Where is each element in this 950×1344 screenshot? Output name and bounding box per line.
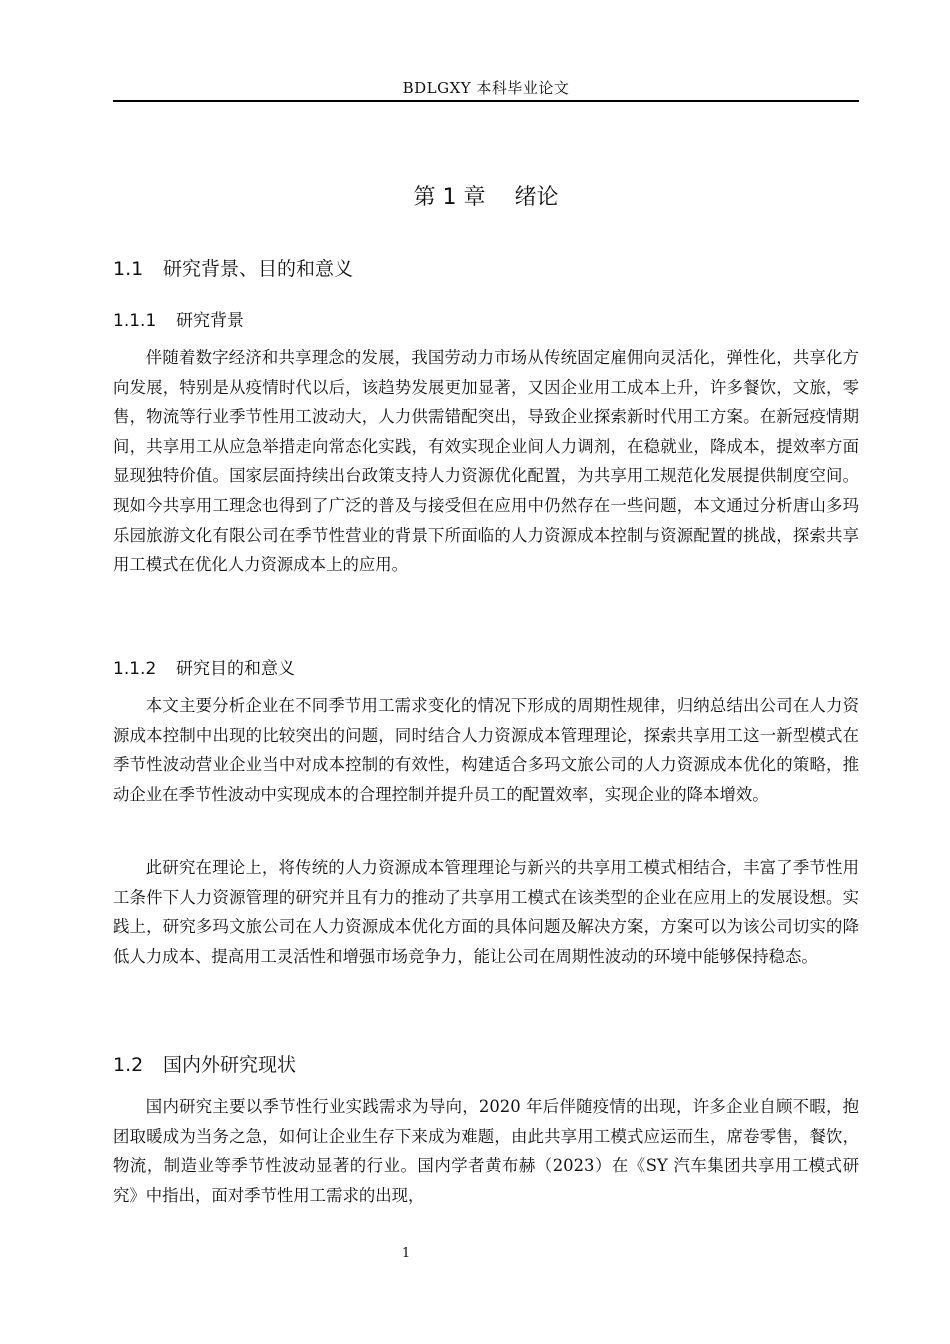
chapter-title: 第 1 章 绪论 [413,185,559,210]
subsection-title: 研究目的和意义 [176,659,295,679]
page-number: 1 [401,1246,411,1261]
section-title: 国内外研究现状 [163,1054,297,1076]
section-heading-1-1 [113,254,353,281]
header-rule [113,100,859,102]
paragraph-purpose-2: 此研究在理论上，将传统的人力资源成本管理理论与新兴的共享用工模式相结合，丰富了季节性用工条件下人力资源管理的研究并且有力的推动了共享用工模式在该类型的企业在应用上的发展设想。实践上，研究多玛文旅公司在人力资源成本优化方面的具体问题及解决方案，方案可以为该公司切实的降低人力成本、提高用工灵活性和增强市场竞争力，能让公司在周期性波动的环境中能够保持稳态。 [113,858,859,966]
subsection-number: 1.1.2 [113,659,157,679]
section-number: 1.2 [113,1054,144,1076]
paragraph-research-status: 国内研究主要以季节性行业实践需求为导向，2020 年后伴随疫情的出现，许多企业自顾不暇，抱团取暖成为当务之急，如何让企业生存下来成为难题，由此共享用工模式应运而生，席卷零售，餐饮，物流，制造业等季节性波动显著的行业。国内学者黄布赫（2023）在《SY 汽车集团共享用工模式研究》中指出，面对季节性用工需求的出现， [113,1097,859,1205]
running-header: BDLGXY 本科毕业论文 [402,79,570,97]
section-title: 研究背景、目的和意义 [163,258,354,280]
section-number: 1.1 [113,258,144,280]
paragraph-background: 伴随着数字经济和共享理念的发展，我国劳动力市场从传统固定雇佣向灵活化，弹性化，共享化方向发展，特别是从疫情时代以后，该趋势发展更加显著，又因企业用工成本上升，许多餐饮，文旅，零售，物流等行业季节性用工波动大，人力供需错配突出，导致企业探索新时代用工方案。在新冠疫情期间，共享用工从应急举措走向常态化实践，有效实现企业间人力调剂，在稳就业，降成本，提效率方面显现独特价值。国家层面持续出台政策支持人力资源优化配置，为共享用工规范化发展提供制度空间。现如今共享用工理念也得到了广泛的普及与接受但在应用中仍然存在一些问题，本文通过分析唐山多玛乐园旅游文化有限公司在季节性营业的背景下所面临的人力资源成本控制与资源配置的挑战，探索共享用工模式在优化人力资源成本上的应用。 [113,348,859,575]
subsection-title: 研究背景 [176,311,244,331]
subsection-number: 1.1.1 [113,311,157,331]
section-heading-1-2 [113,1050,296,1077]
subsection-heading-1-1-2 [113,654,295,679]
paragraph-purpose-1: 本文主要分析企业在不同季节用工需求变化的情况下形成的周期性规律，归纳总结出公司在人力资源成本控制中出现的比较突出的问题，同时结合人力资源成本管理理论，探索共享用工这一新型模式在季节性波动营业企业当中对成本控制的有效性，构建适合多玛文旅公司的人力资源成本优化的策略，推动企业在季节性波动中实现成本的合理控制并提升员工的配置效率，实现企业的降本增效。 [113,696,859,804]
subsection-heading-1-1-1 [113,306,244,331]
